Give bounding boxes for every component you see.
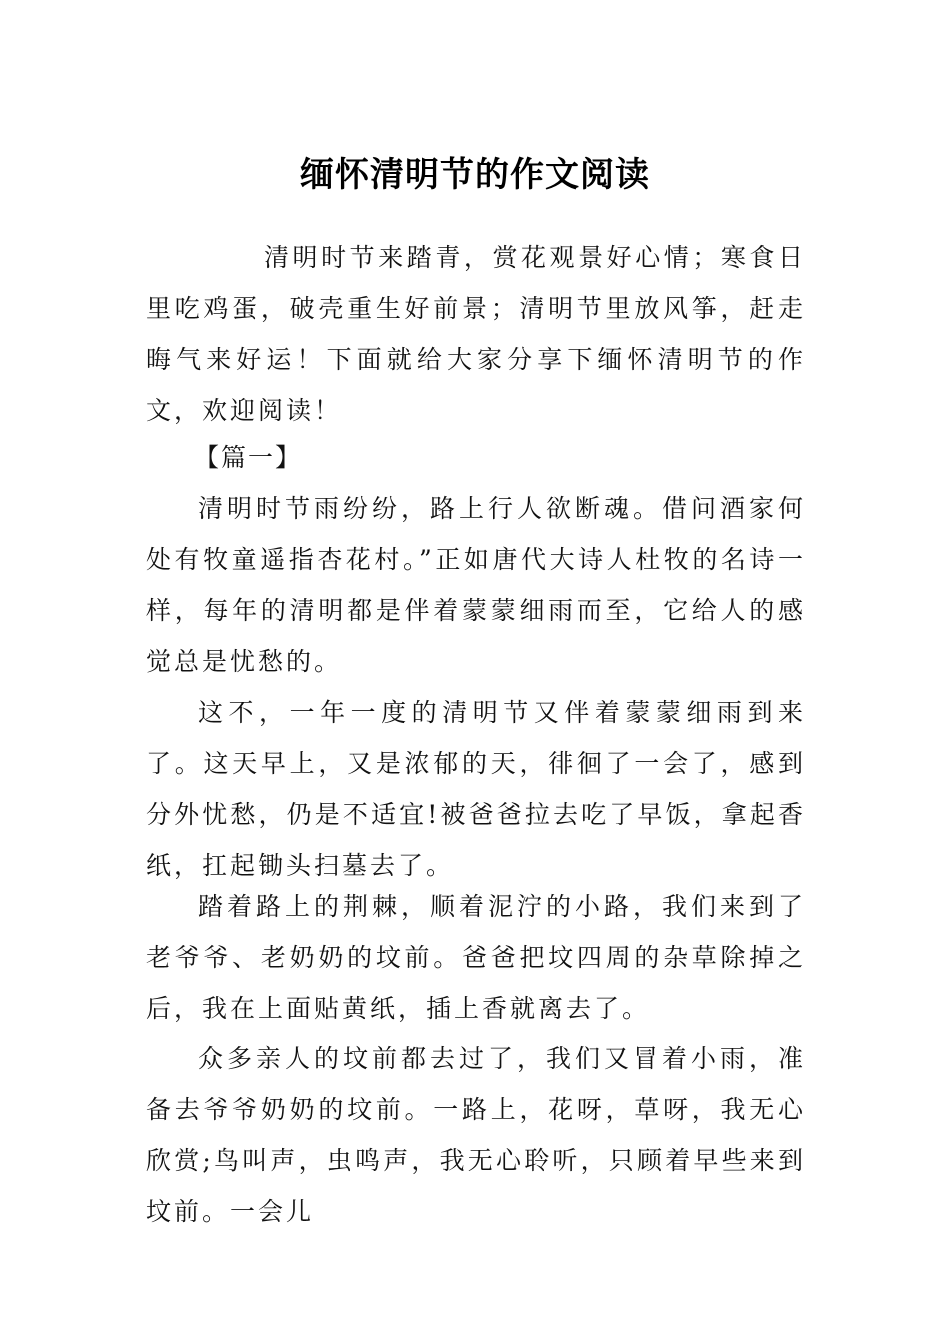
document-title: 缅怀清明节的作文阅读 [300,154,650,195]
section-heading: 【篇一】 [194,443,303,472]
body-paragraph-1: 清明时节雨纷纷，路上行人欲断魂。借问酒家何处有牧童遥指杏花村。”正如唐代大诗人杜牧的名诗一样，每年的清明都是伴着蒙蒙细雨而至，它给人的感觉总是忧愁的。 [146,494,806,676]
body-paragraph-2: 这不，一年一度的清明节又伴着蒙蒙细雨到来了。这天早上，又是浓郁的天，徘徊了一会了，感到分外忧愁，仍是不适宜!被爸爸拉去吃了早饭，拿起香纸，扛起锄头扫墓去了。 [146,698,806,880]
body-paragraph-3: 踏着路上的荆棘，顺着泥泞的小路，我们来到了老爷爷、老奶奶的坟前。爸爸把坟四周的杂草除掉之后，我在上面贴黄纸，插上香就离去了。 [146,892,806,1023]
intro-paragraph: 清明时节来踏青，赏花观景好心情；寒食日里吃鸡蛋，破壳重生好前景；清明节里放风筝，赶走晦气来好运！下面就给大家分享下缅怀清明节的作文，欢迎阅读！ [146,243,806,425]
body-paragraph-4: 众多亲人的坟前都去过了，我们又冒着小雨，准备去爷爷奶奶的坟前。一路上，花呀，草呀，我无心欣赏;鸟叫声，虫鸣声，我无心聆听，只顾着早些来到坟前。一会儿 [146,1044,806,1226]
